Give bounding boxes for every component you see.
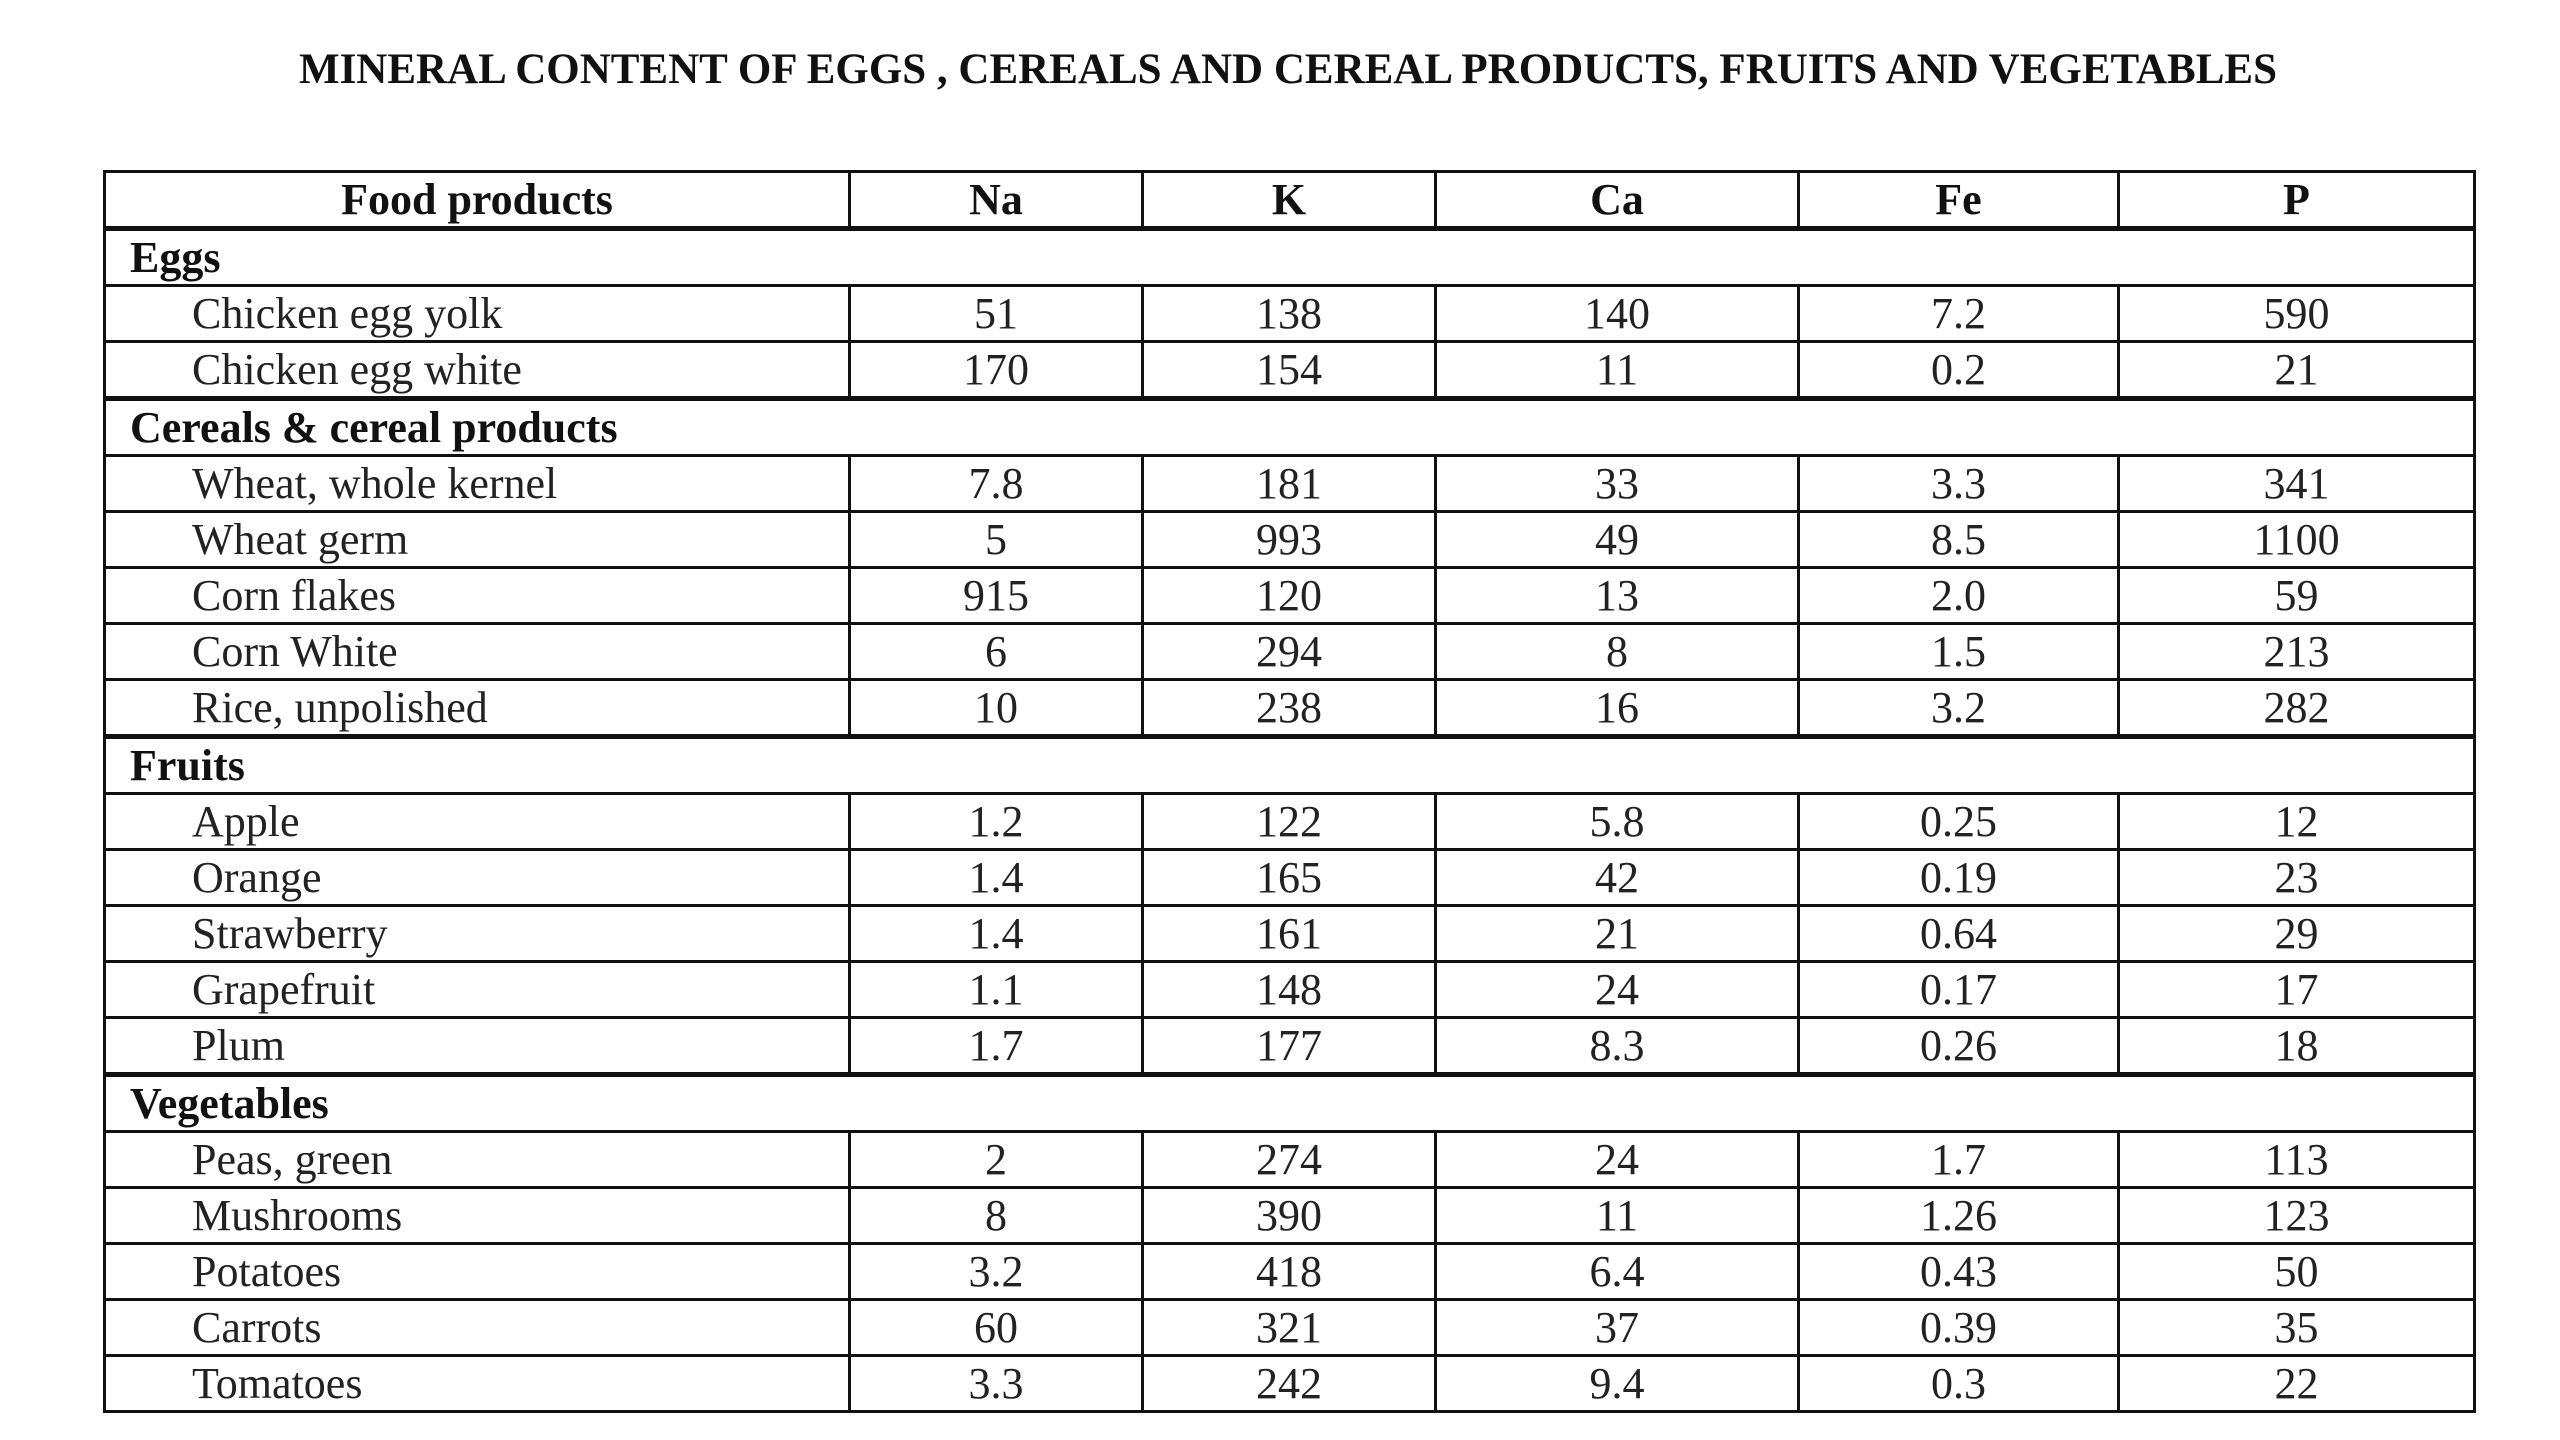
p-value-cell: 213 bbox=[2119, 624, 2475, 680]
p-value-cell: 29 bbox=[2119, 906, 2475, 962]
table-row bbox=[105, 1018, 2475, 1075]
food-name-cell: Wheat germ bbox=[105, 512, 850, 568]
header-na: Na bbox=[850, 172, 1143, 229]
table-container bbox=[103, 170, 2473, 1413]
fe-value-cell: 0.26 bbox=[1799, 1018, 2119, 1075]
header-ca: Ca bbox=[1436, 172, 1799, 229]
food-name-cell: Corn flakes bbox=[105, 568, 850, 624]
p-value-cell: 341 bbox=[2119, 456, 2475, 512]
table-row bbox=[105, 512, 2475, 568]
na-value-cell: 51 bbox=[850, 286, 1143, 342]
k-value-cell: 181 bbox=[1143, 456, 1436, 512]
fe-value-cell: 7.2 bbox=[1799, 286, 2119, 342]
ca-value-cell: 9.4 bbox=[1436, 1356, 1799, 1412]
ca-value-cell: 8.3 bbox=[1436, 1018, 1799, 1075]
table-row bbox=[105, 1300, 2475, 1356]
fe-value-cell: 8.5 bbox=[1799, 512, 2119, 568]
food-name-cell: Rice, unpolished bbox=[105, 680, 850, 737]
na-value-cell: 60 bbox=[850, 1300, 1143, 1356]
fe-value-cell: 2.0 bbox=[1799, 568, 2119, 624]
header-p: P bbox=[2119, 172, 2475, 229]
na-value-cell: 6 bbox=[850, 624, 1143, 680]
fe-value-cell: 0.17 bbox=[1799, 962, 2119, 1018]
ca-value-cell: 37 bbox=[1436, 1300, 1799, 1356]
table-header-row bbox=[105, 172, 2475, 229]
na-value-cell: 1.4 bbox=[850, 906, 1143, 962]
na-value-cell: 3.2 bbox=[850, 1244, 1143, 1300]
ca-value-cell: 42 bbox=[1436, 850, 1799, 906]
table-row bbox=[105, 794, 2475, 850]
ca-value-cell: 11 bbox=[1436, 342, 1799, 399]
group-row bbox=[105, 737, 2475, 794]
group-row bbox=[105, 1075, 2475, 1132]
na-value-cell: 3.3 bbox=[850, 1356, 1143, 1412]
k-value-cell: 390 bbox=[1143, 1188, 1436, 1244]
na-value-cell: 170 bbox=[850, 342, 1143, 399]
p-value-cell: 12 bbox=[2119, 794, 2475, 850]
food-name-cell: Chicken egg white bbox=[105, 342, 850, 399]
p-value-cell: 590 bbox=[2119, 286, 2475, 342]
k-value-cell: 993 bbox=[1143, 512, 1436, 568]
ca-value-cell: 33 bbox=[1436, 456, 1799, 512]
k-value-cell: 165 bbox=[1143, 850, 1436, 906]
p-value-cell: 22 bbox=[2119, 1356, 2475, 1412]
document-page bbox=[103, 40, 2473, 1413]
p-value-cell: 1100 bbox=[2119, 512, 2475, 568]
k-value-cell: 177 bbox=[1143, 1018, 1436, 1075]
k-value-cell: 274 bbox=[1143, 1132, 1436, 1188]
ca-value-cell: 8 bbox=[1436, 624, 1799, 680]
k-value-cell: 148 bbox=[1143, 962, 1436, 1018]
na-value-cell: 1.4 bbox=[850, 850, 1143, 906]
ca-value-cell: 49 bbox=[1436, 512, 1799, 568]
ca-value-cell: 11 bbox=[1436, 1188, 1799, 1244]
na-value-cell: 5 bbox=[850, 512, 1143, 568]
ca-value-cell: 24 bbox=[1436, 1132, 1799, 1188]
ca-value-cell: 13 bbox=[1436, 568, 1799, 624]
food-name-cell: Tomatoes bbox=[105, 1356, 850, 1412]
na-value-cell: 1.1 bbox=[850, 962, 1143, 1018]
ca-value-cell: 140 bbox=[1436, 286, 1799, 342]
group-row bbox=[105, 399, 2475, 456]
mineral-content-table bbox=[103, 170, 2476, 1413]
p-value-cell: 50 bbox=[2119, 1244, 2475, 1300]
group-label: Cereals & cereal products bbox=[105, 399, 2475, 456]
table-row bbox=[105, 1188, 2475, 1244]
fe-value-cell: 0.2 bbox=[1799, 342, 2119, 399]
food-name-cell: Plum bbox=[105, 1018, 850, 1075]
k-value-cell: 242 bbox=[1143, 1356, 1436, 1412]
k-value-cell: 154 bbox=[1143, 342, 1436, 399]
ca-value-cell: 21 bbox=[1436, 906, 1799, 962]
table-row bbox=[105, 624, 2475, 680]
fe-value-cell: 1.5 bbox=[1799, 624, 2119, 680]
p-value-cell: 21 bbox=[2119, 342, 2475, 399]
na-value-cell: 1.2 bbox=[850, 794, 1143, 850]
p-value-cell: 282 bbox=[2119, 680, 2475, 737]
p-value-cell: 123 bbox=[2119, 1188, 2475, 1244]
food-name-cell: Chicken egg yolk bbox=[105, 286, 850, 342]
food-name-cell: Grapefruit bbox=[105, 962, 850, 1018]
fe-value-cell: 0.43 bbox=[1799, 1244, 2119, 1300]
header-food-products: Food products bbox=[105, 172, 850, 229]
table-row bbox=[105, 850, 2475, 906]
ca-value-cell: 16 bbox=[1436, 680, 1799, 737]
header-k: K bbox=[1143, 172, 1436, 229]
k-value-cell: 120 bbox=[1143, 568, 1436, 624]
group-row bbox=[105, 229, 2475, 286]
k-value-cell: 161 bbox=[1143, 906, 1436, 962]
food-name-cell: Corn White bbox=[105, 624, 850, 680]
p-value-cell: 17 bbox=[2119, 962, 2475, 1018]
p-value-cell: 35 bbox=[2119, 1300, 2475, 1356]
fe-value-cell: 0.3 bbox=[1799, 1356, 2119, 1412]
k-value-cell: 321 bbox=[1143, 1300, 1436, 1356]
fe-value-cell: 3.3 bbox=[1799, 456, 2119, 512]
table-row bbox=[105, 1244, 2475, 1300]
group-label: Fruits bbox=[105, 737, 2475, 794]
ca-value-cell: 24 bbox=[1436, 962, 1799, 1018]
na-value-cell: 8 bbox=[850, 1188, 1143, 1244]
table-row bbox=[105, 456, 2475, 512]
fe-value-cell: 1.7 bbox=[1799, 1132, 2119, 1188]
food-name-cell: Potatoes bbox=[105, 1244, 850, 1300]
table-row bbox=[105, 342, 2475, 399]
na-value-cell: 10 bbox=[850, 680, 1143, 737]
fe-value-cell: 0.39 bbox=[1799, 1300, 2119, 1356]
k-value-cell: 138 bbox=[1143, 286, 1436, 342]
fe-value-cell: 0.25 bbox=[1799, 794, 2119, 850]
p-value-cell: 23 bbox=[2119, 850, 2475, 906]
table-row bbox=[105, 680, 2475, 737]
food-name-cell: Orange bbox=[105, 850, 850, 906]
ca-value-cell: 6.4 bbox=[1436, 1244, 1799, 1300]
table-row bbox=[105, 568, 2475, 624]
p-value-cell: 113 bbox=[2119, 1132, 2475, 1188]
food-name-cell: Apple bbox=[105, 794, 850, 850]
table-row bbox=[105, 1132, 2475, 1188]
fe-value-cell: 0.19 bbox=[1799, 850, 2119, 906]
fe-value-cell: 0.64 bbox=[1799, 906, 2119, 962]
p-value-cell: 59 bbox=[2119, 568, 2475, 624]
fe-value-cell: 3.2 bbox=[1799, 680, 2119, 737]
table-row bbox=[105, 1356, 2475, 1412]
k-value-cell: 418 bbox=[1143, 1244, 1436, 1300]
food-name-cell: Strawberry bbox=[105, 906, 850, 962]
group-label: Vegetables bbox=[105, 1075, 2475, 1132]
k-value-cell: 238 bbox=[1143, 680, 1436, 737]
food-name-cell: Mushrooms bbox=[105, 1188, 850, 1244]
table-row bbox=[105, 962, 2475, 1018]
table-body bbox=[105, 229, 2475, 1412]
fe-value-cell: 1.26 bbox=[1799, 1188, 2119, 1244]
ca-value-cell: 5.8 bbox=[1436, 794, 1799, 850]
na-value-cell: 2 bbox=[850, 1132, 1143, 1188]
document-title: MINERAL CONTENT OF EGGS , CEREALS AND CEREAL PRODUCTS, FRUITS AND VEGETABLES bbox=[298, 46, 2278, 93]
na-value-cell: 915 bbox=[850, 568, 1143, 624]
food-name-cell: Peas, green bbox=[105, 1132, 850, 1188]
k-value-cell: 122 bbox=[1143, 794, 1436, 850]
table-row bbox=[105, 286, 2475, 342]
header-fe: Fe bbox=[1799, 172, 2119, 229]
food-name-cell: Wheat, whole kernel bbox=[105, 456, 850, 512]
na-value-cell: 7.8 bbox=[850, 456, 1143, 512]
p-value-cell: 18 bbox=[2119, 1018, 2475, 1075]
na-value-cell: 1.7 bbox=[850, 1018, 1143, 1075]
food-name-cell: Carrots bbox=[105, 1300, 850, 1356]
group-label: Eggs bbox=[105, 229, 2475, 286]
k-value-cell: 294 bbox=[1143, 624, 1436, 680]
table-row bbox=[105, 906, 2475, 962]
